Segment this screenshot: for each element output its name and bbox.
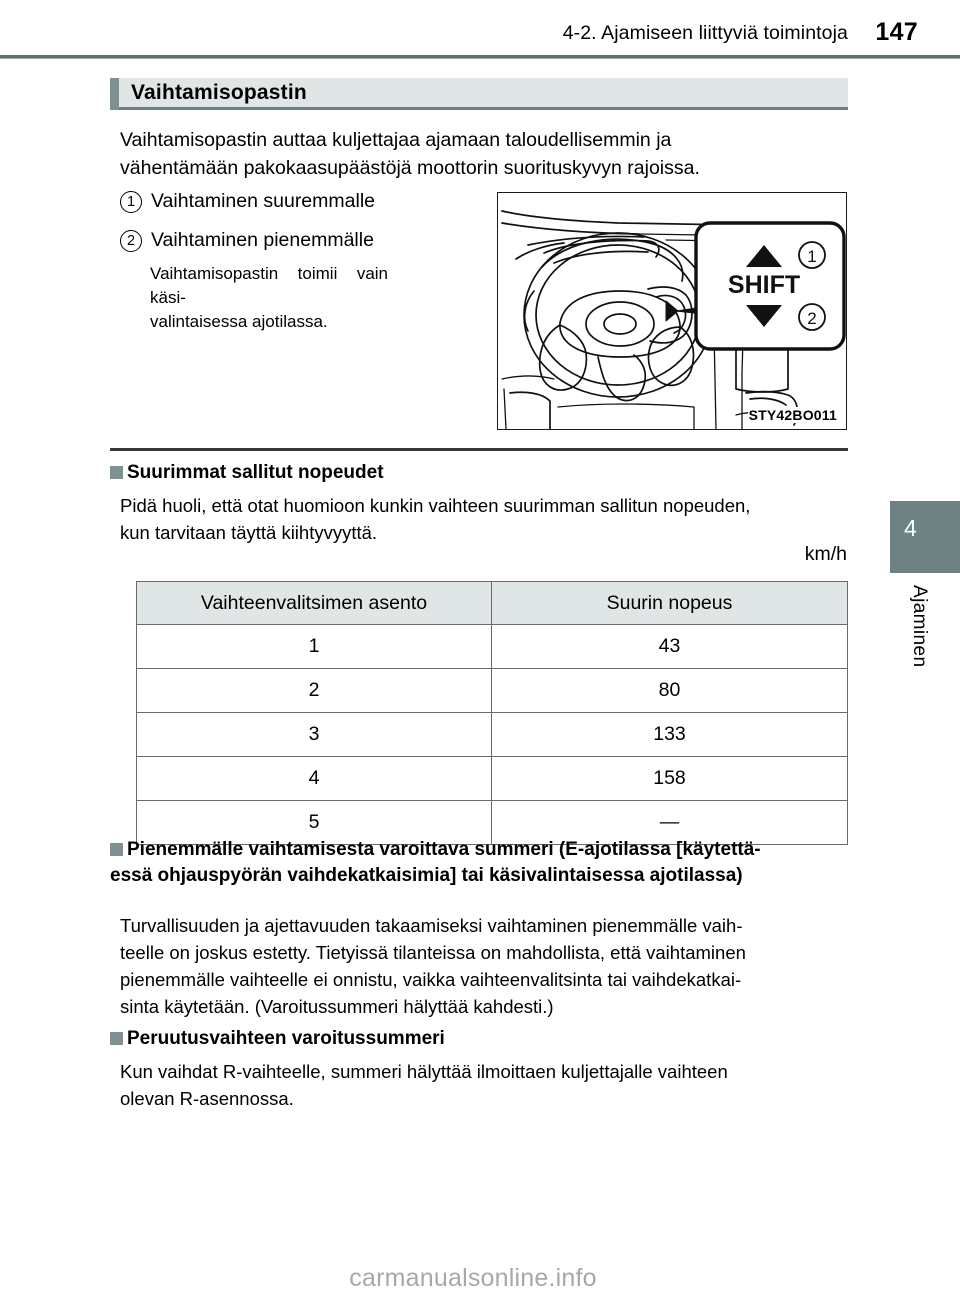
square-bullet-icon <box>110 1032 123 1045</box>
heading-downshift-buzzer <box>110 837 836 889</box>
content-divider <box>110 448 848 451</box>
square-bullet-icon <box>110 466 123 479</box>
table-column-header-speed: Suurin nopeus <box>492 582 848 625</box>
paragraph-downshift-line-2: teelle on joskus estetty. Tietyissä tilanteissa on mahdollista, että vaihtaminen <box>120 942 746 963</box>
heading-max-speeds <box>110 460 836 486</box>
page-number: 147 <box>875 18 918 46</box>
list-item <box>120 188 480 215</box>
figure-callout-1: 1 <box>807 247 817 266</box>
table-row <box>137 713 848 757</box>
table-header-row <box>137 582 848 625</box>
circled-number-icon: 1 <box>120 191 142 213</box>
table-cell-speed: — <box>492 801 848 845</box>
section-title-body <box>119 78 848 110</box>
shift-label: SHIFT <box>727 271 801 299</box>
paragraph-reverse-line-1: Kun vaihdat R-vaihteelle, summeri hälyttää ilmoittaen kuljettajalle vaihteen <box>120 1061 728 1082</box>
table-cell-gear: 3 <box>137 713 492 757</box>
figure-callout-2: 2 <box>807 309 817 328</box>
circled-number-icon: 2 <box>120 230 142 252</box>
paragraph-downshift-buzzer <box>120 912 846 1020</box>
table-row <box>137 669 848 713</box>
paragraph-max-speeds-line-1: Pidä huoli, että otat huomioon kunkin vaihteen suurimman sallitun nopeuden, <box>120 495 751 516</box>
table-cell-speed: 133 <box>492 713 848 757</box>
table-cell-gear: 1 <box>137 625 492 669</box>
heading-downshift-buzzer-label <box>110 837 836 889</box>
table-unit-label: km/h <box>804 543 847 565</box>
header-rule-secondary <box>0 58 960 59</box>
callout-note <box>150 262 388 334</box>
chapter-tab-number: 4 <box>904 515 917 541</box>
paragraph-downshift-line-4: sinta käytetään. (Varoitussummeri hälyttää kahdesti.) <box>120 996 554 1017</box>
paragraph-downshift-line-1: Turvallisuuden ja ajettavuuden takaamiseksi vaihtaminen pienemmälle vaih- <box>120 915 743 936</box>
section-title: Vaihtamisopastin <box>131 80 307 104</box>
callout-list <box>120 188 480 266</box>
intro-line-2: vähentämään pakokaasupäästöjä moottorin suorituskyvyn rajoissa. <box>120 157 700 179</box>
paragraph-reverse-buzzer <box>120 1058 846 1112</box>
table-row <box>137 757 848 801</box>
figure-code: STY42BO011 <box>748 407 837 423</box>
heading-max-speeds-label: Suurimmat sallitut nopeudet <box>127 462 384 483</box>
callout-note-line-1: Vaihtamisopastin toimii vain käsi- <box>150 264 388 307</box>
intro-paragraph <box>120 126 846 182</box>
chapter-tab <box>890 501 960 573</box>
table-cell-speed: 43 <box>492 625 848 669</box>
figure-steering-wheel-shift-switch <box>497 192 847 430</box>
callout-note-line-2: valintaisessa ajotilassa. <box>150 312 328 331</box>
heading-reverse-buzzer <box>110 1026 836 1052</box>
section-title-bar <box>110 78 848 110</box>
square-bullet-icon <box>110 843 123 856</box>
callout-label: Vaihtaminen suuremmalle <box>151 190 375 212</box>
table-cell-speed: 158 <box>492 757 848 801</box>
figure-artwork <box>498 193 846 429</box>
table-cell-gear: 4 <box>137 757 492 801</box>
table-cell-speed: 80 <box>492 669 848 713</box>
table-column-header-gear: Vaihteenvalitsimen asento <box>137 582 492 625</box>
table-row <box>137 625 848 669</box>
callout-label: Vaihtaminen pienemmälle <box>151 229 374 251</box>
header-section-reference: 4-2. Ajamiseen liittyviä toimintoja <box>562 22 848 44</box>
page-header <box>0 18 960 52</box>
list-item <box>120 227 480 254</box>
table-cell-gear: 2 <box>137 669 492 713</box>
paragraph-max-speeds <box>120 492 846 546</box>
heading-downshift-line-1: Pienemmälle vaihtamisesta varoittava summeri (E-ajotilassa [käytettä- <box>127 839 761 860</box>
section-title-accent <box>110 78 119 110</box>
table-cell-gear: 5 <box>137 801 492 845</box>
paragraph-downshift-line-3: pienemmälle vaihteelle ei onnistu, vaikka vaihteenvalitsinta tai vaihdekatkai- <box>120 969 742 990</box>
paragraph-reverse-line-2: olevan R-asennossa. <box>120 1088 294 1109</box>
max-speed-table <box>136 581 848 845</box>
intro-line-1: Vaihtamisopastin auttaa kuljettajaa ajamaan taloudellisemmin ja <box>120 129 672 151</box>
chapter-tab-label: Ajaminen <box>909 585 930 668</box>
paragraph-max-speeds-line-2: kun tarvitaan täyttä kiihtyvyyttä. <box>120 522 378 543</box>
heading-reverse-buzzer-label: Peruutusvaihteen varoitussummeri <box>127 1028 445 1049</box>
heading-downshift-line-2: essä ohjauspyörän vaihdekatkaisimia] tai käsivalintaisessa ajotilassa) <box>110 865 743 886</box>
watermark: carmanualsonline.info <box>349 1264 597 1292</box>
